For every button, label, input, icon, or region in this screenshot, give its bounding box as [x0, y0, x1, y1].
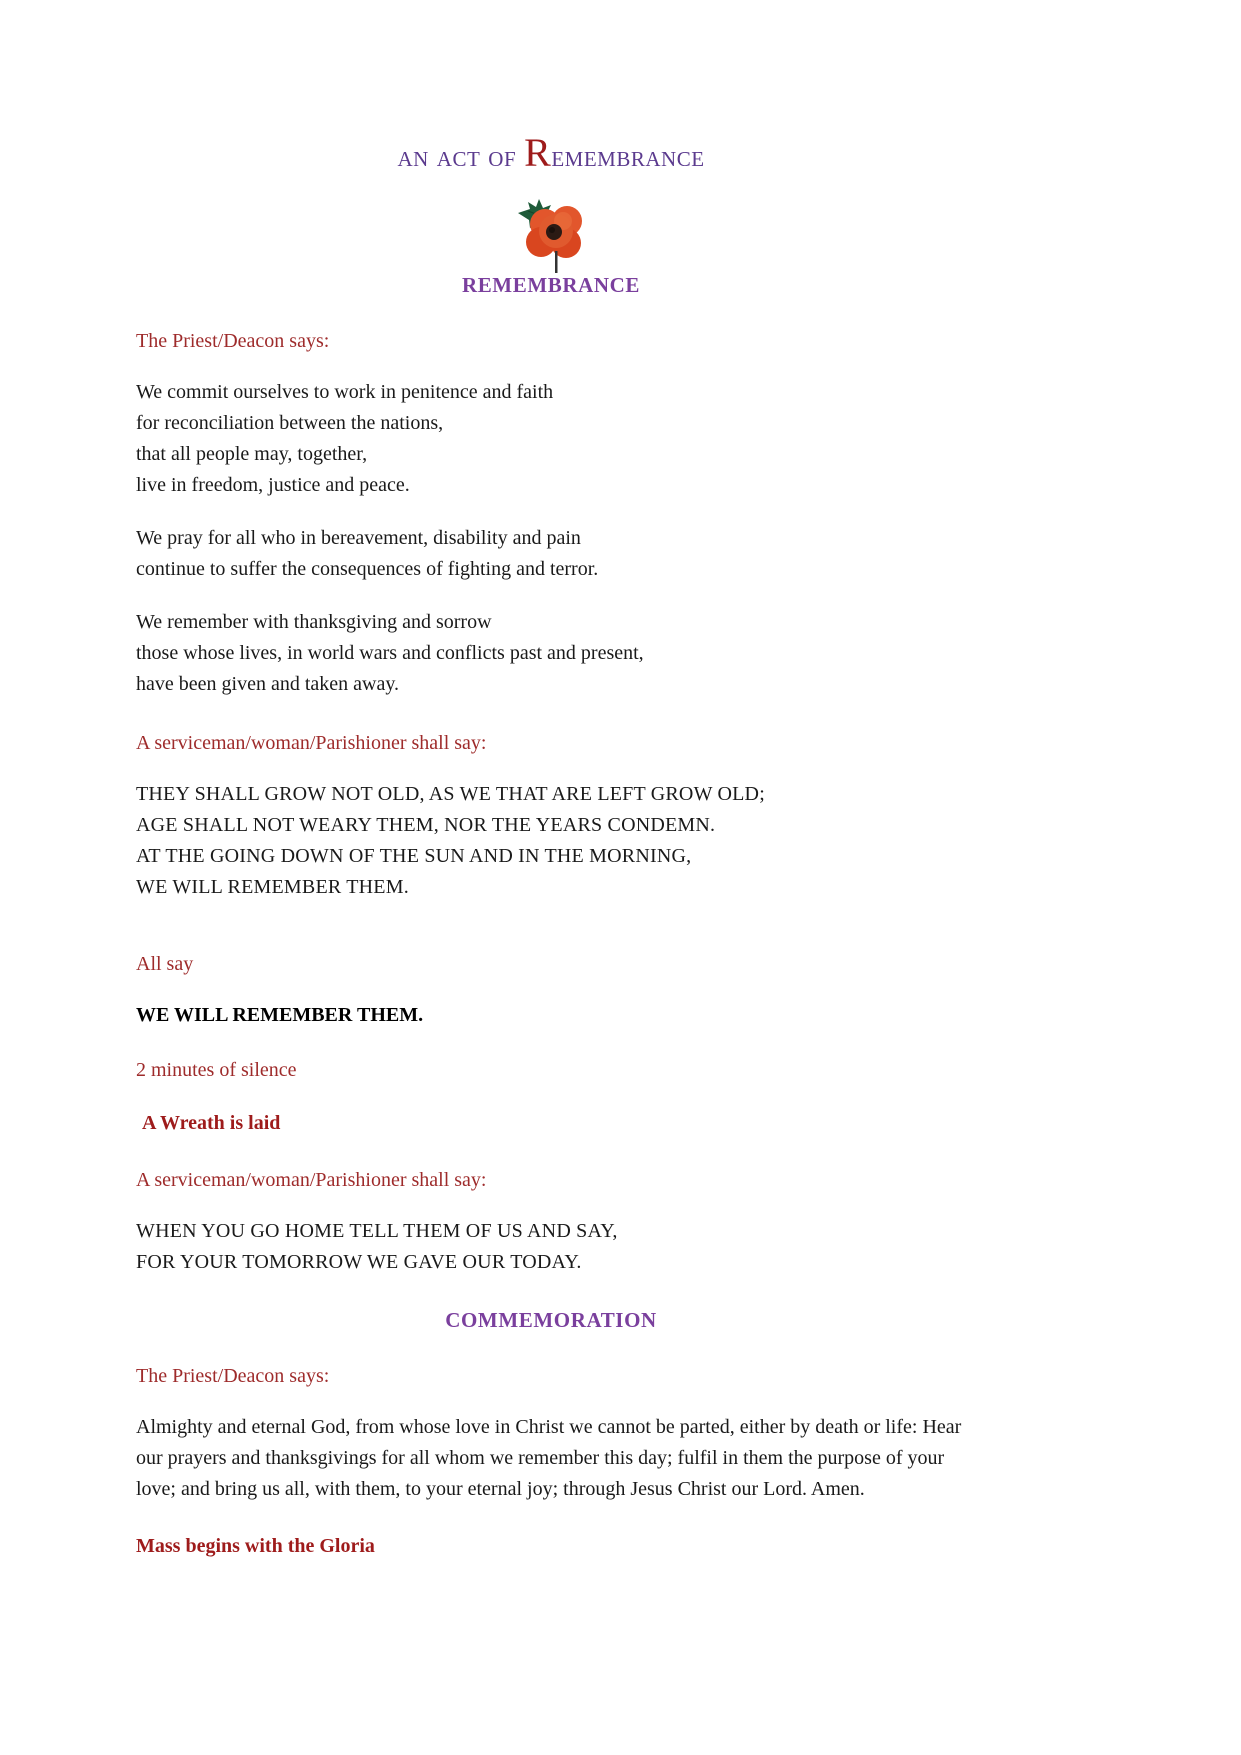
stanza-line: WHEN YOU GO HOME TELL THEM OF US AND SAY, [136, 1220, 618, 1242]
title-rest: emembrance [551, 140, 705, 173]
stanza-we-pray-for-all [136, 523, 966, 585]
stanza-line: AGE SHALL NOT WEARY THEM, NOR THE YEARS CONDEMN. [136, 814, 716, 836]
stanza-line: have been given and taken away. [136, 673, 400, 695]
stanza-line: FOR YOUR TOMORROW WE GAVE OUR TODAY. [136, 1251, 582, 1273]
stanza-line: continue to suffer the consequences of fighting and terror. [136, 558, 599, 580]
stanza-line: We commit ourselves to work in penitence and faith [136, 381, 554, 403]
stanza-line: that all people may, together, [136, 443, 368, 465]
section-heading-remembrance: REMEMBRANCE [461, 273, 641, 297]
response-we-will-remember-them: WE WILL REMEMBER THEM. [136, 1004, 424, 1026]
spacer [136, 903, 966, 921]
stanza-line: live in freedom, justice and peace. [136, 474, 410, 496]
title-prefix: an act of [397, 140, 525, 173]
stanza-line: We remember with thanksgiving and sorrow [136, 611, 492, 633]
rubric-two-minutes-silence: 2 minutes of silence [136, 1059, 297, 1081]
section-heading-commemoration: COMMEMORATION [445, 1308, 657, 1332]
title-dropcap: R [524, 130, 552, 175]
document-content [136, 0, 966, 1558]
stanza-they-shall-grow-not-old [136, 779, 966, 903]
stanza-commit-ourselves [136, 377, 966, 501]
stanza-line: WE WILL REMEMBER THEM. [136, 876, 409, 898]
prayer-almighty-eternal-god: Almighty and eternal God, from whose love in Christ we cannot be parted, either by death or life: Hear our prayers and thanksgivings for all whom we remember this day; fulfil in them the purpose of your love; and bring us all, with them, to your eternal joy; through Jesus Christ our Lord. Amen. [136, 1416, 962, 1500]
stanza-line: We pray for all who in bereavement, disability and pain [136, 527, 581, 549]
stanza-when-you-go-home [136, 1216, 966, 1278]
rubric-all-say: All say [136, 953, 194, 975]
rubric-serviceman-shall-say-2: A serviceman/woman/Parishioner shall say: [136, 1169, 487, 1191]
rubric-wreath-is-laid: A Wreath is laid [142, 1112, 281, 1134]
page-title [136, 0, 966, 173]
rubric-serviceman-shall-say-1: A serviceman/woman/Parishioner shall say: [136, 732, 487, 754]
stanza-line: AT THE GOING DOWN OF THE SUN AND IN THE MORNING, [136, 845, 692, 867]
poppy-image-wrapper [136, 195, 966, 267]
stanza-line: for reconciliation between the nations, [136, 412, 444, 434]
stanza-line: those whose lives, in world wars and conflicts past and present, [136, 642, 644, 664]
rubric-mass-begins-with-gloria: Mass begins with the Gloria [136, 1535, 375, 1557]
stanza-line: THEY SHALL GROW NOT OLD, AS WE THAT ARE LEFT GROW OLD; [136, 783, 765, 805]
stanza-we-remember-thanksgiving [136, 607, 966, 700]
rubric-priest-deacon-says-1: The Priest/Deacon says: [136, 330, 330, 352]
poppy-flower-icon [514, 195, 588, 273]
rubric-priest-deacon-says-2: The Priest/Deacon says: [136, 1365, 330, 1387]
